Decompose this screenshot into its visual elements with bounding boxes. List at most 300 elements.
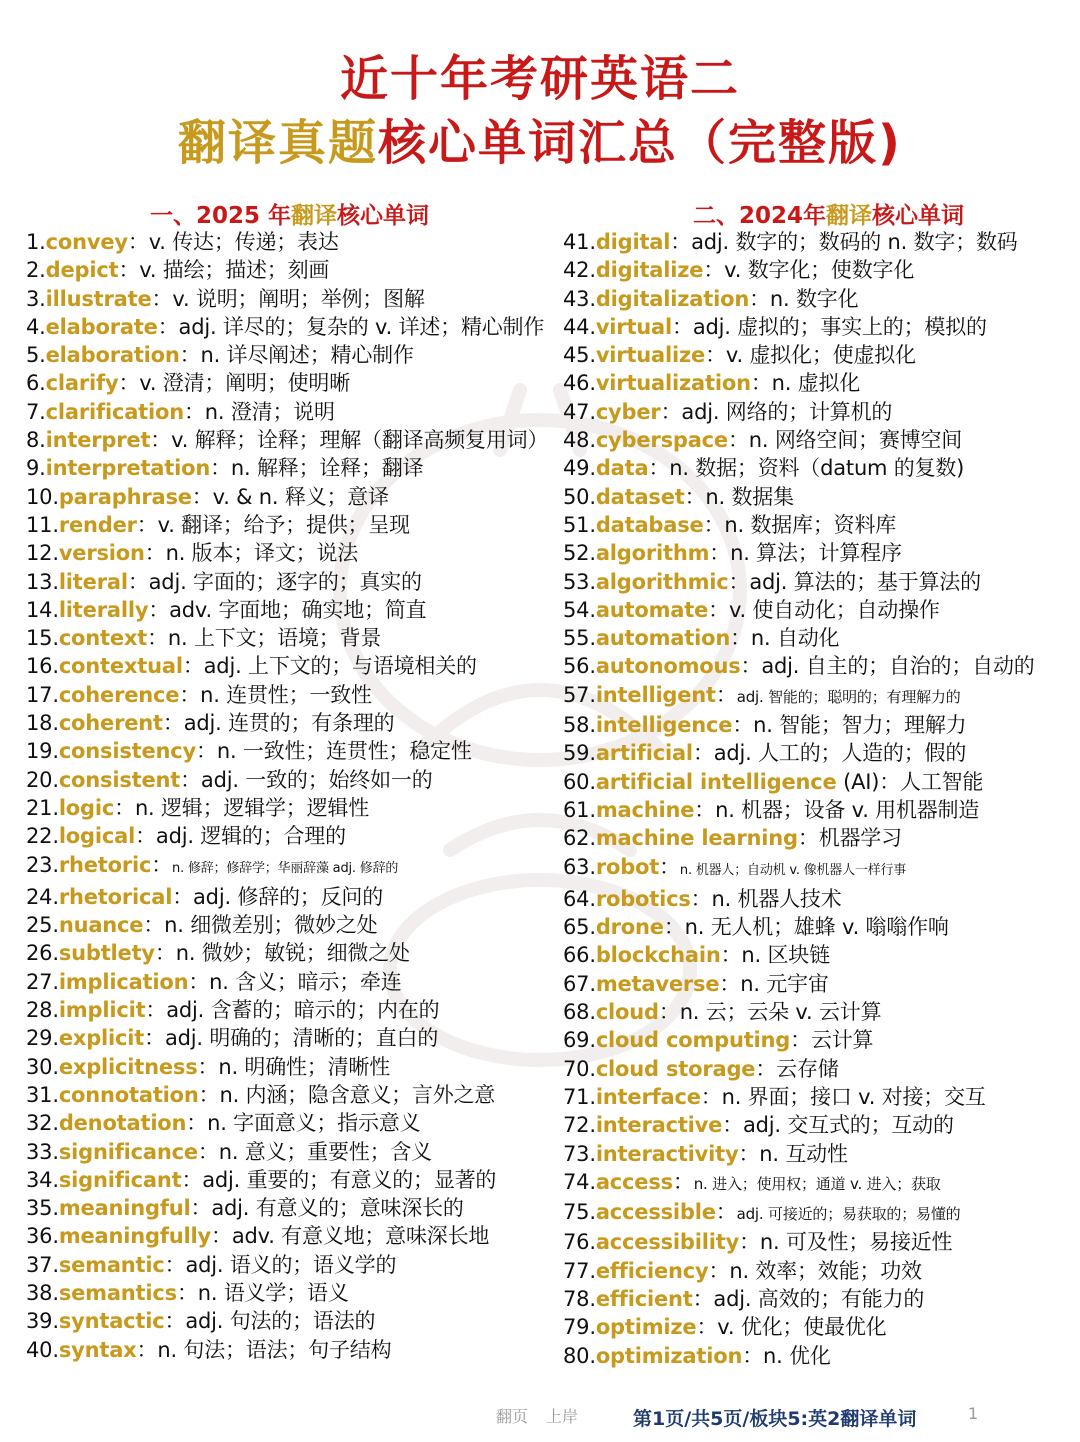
item-word: machine	[595, 797, 695, 822]
item-definition: n. 含义；暗示；牵连	[209, 969, 402, 994]
item-word: database	[595, 512, 704, 537]
title-highlight: 翻译真题	[178, 115, 379, 171]
item-number: 43.	[563, 286, 596, 311]
item-number: 68.	[563, 1000, 596, 1025]
item-definition: 云存储	[776, 1056, 839, 1081]
item-number: 57.	[563, 682, 596, 707]
item-word: clarify	[45, 371, 119, 396]
item-word: cyberspace	[595, 428, 728, 453]
item-word: explicit	[58, 1026, 145, 1051]
item-definition: n. 语义学；语义	[197, 1280, 349, 1305]
item-definition: n. 数据；资料（datum 的复数)	[669, 456, 965, 481]
item-word: robotics	[595, 886, 691, 911]
item-number: 1.	[26, 230, 46, 254]
item-definition: adj. 重要的；有意义的；显著的	[202, 1167, 497, 1192]
item-definition: n. 区块链	[741, 943, 830, 968]
item-number: 44.	[563, 314, 596, 339]
item-definition: adj. 连贯的；有条理的	[183, 711, 395, 736]
item-definition: n. 机器人；自动机 v. 像机器人一样行事	[679, 862, 907, 878]
item-definition: n. 修辞；修辞学；华丽辞藻 adj. 修辞的	[172, 860, 399, 876]
list-item: 73.interactivity：n. 互动性	[563, 1141, 848, 1166]
item-definition: n. 逻辑；逻辑学；逻辑性	[134, 795, 369, 820]
list-item: 21.logic：n. 逻辑；逻辑学；逻辑性	[26, 795, 369, 820]
list-item: 70.cloud storage：云存储	[563, 1056, 839, 1081]
item-definition: adj. 数字的；数码的 n. 数字；数码	[691, 230, 1018, 254]
item-word: render	[58, 512, 137, 537]
item-word: data	[595, 456, 649, 481]
list-item: 61.machine：n. 机器；设备 v. 用机器制造	[563, 797, 980, 822]
list-item: 36.meaningfully：adv. 有意义地；意味深长地	[26, 1224, 490, 1249]
item-definition: adj. 逻辑的；合理的	[155, 824, 346, 849]
item-word: cloud storage	[595, 1056, 756, 1081]
list-item: 80.optimization：n. 优化	[563, 1343, 831, 1368]
item-word: denotation	[58, 1111, 187, 1136]
item-definition: n. 微妙；敏锐；细微之处	[175, 941, 410, 966]
list-item: 39.syntactic：adj. 句法的；语法的	[26, 1309, 376, 1334]
item-definition: n. 数据集	[705, 484, 794, 509]
item-word: semantics	[58, 1280, 177, 1305]
item-word: interpret	[45, 428, 151, 453]
item-word: meaningful	[58, 1196, 191, 1221]
item-definition: n. 云；云朵 v. 云计算	[679, 1000, 882, 1025]
left-section-heading: 一、2025 年翻译核心单词	[150, 203, 430, 229]
list-item: 37.semantic：adj. 语义的；语义学的	[26, 1252, 397, 1277]
item-number: 20.	[26, 767, 59, 792]
item-number: 2.	[26, 258, 46, 283]
item-number: 4.	[26, 314, 46, 339]
item-definition: n. 可及性；易接近性	[759, 1230, 953, 1255]
item-definition: v. 描绘；描述；刻画	[139, 258, 330, 283]
item-word: meaningfully	[58, 1224, 212, 1249]
list-item: 4.elaborate：adj. 详尽的；复杂的 v. 详述；精心制作	[26, 314, 545, 339]
item-definition: n. 句法；语法；句子结构	[157, 1337, 392, 1362]
list-item: 63.robot：n. 机器人；自动机 v. 像机器人一样行事	[563, 854, 907, 879]
list-item: 34.significant：adj. 重要的；有意义的；显著的	[26, 1167, 497, 1192]
item-word: syntactic	[58, 1309, 165, 1334]
item-definition: adj. 智能的；聪明的；有理解力的	[736, 687, 961, 706]
item-word: artificial intelligence	[595, 769, 837, 794]
list-item	[563, 768, 1073, 796]
item-word: nuance	[58, 913, 144, 938]
page-title-line2	[0, 104, 1080, 173]
item-number: 36.	[26, 1224, 59, 1249]
item-definition: adj. 算法的；基于算法的	[749, 569, 981, 594]
right-word-list	[563, 228, 1073, 1370]
list-item: 41.digital：adj. 数字的；数码的 n. 数字；数码	[563, 230, 1018, 254]
item-word: metaverse	[595, 971, 720, 996]
item-word: cloud computing	[595, 1028, 791, 1053]
item-word: algorithm	[595, 541, 710, 566]
item-definition: n. 连贯性；一致性	[200, 682, 372, 707]
item-number: 3.	[26, 286, 46, 311]
item-definition: n. 详尽阐述；精心制作	[200, 343, 414, 368]
item-definition: n. 界面；接口 v. 对接；交互	[721, 1084, 986, 1109]
list-item: 33.significance：n. 意义；重要性；含义	[26, 1139, 432, 1164]
item-word: implication	[58, 969, 189, 994]
item-word: illustrate	[45, 286, 152, 311]
item-number: 75.	[563, 1200, 596, 1225]
item-word: interpretation	[45, 456, 211, 481]
item-word: automation	[595, 626, 731, 651]
item-word: intelligence	[595, 713, 733, 738]
list-item: 57.intelligent：adj. 智能的；聪明的；有理解力的	[563, 682, 961, 707]
list-item: 30.explicitness：n. 明确性；清晰性	[26, 1054, 390, 1079]
item-definition: adv. 有意义地；意味深长地	[231, 1224, 490, 1249]
list-item: 65.drone：n. 无人机；雄蜂 v. 嗡嗡作响	[563, 915, 949, 940]
item-definition: adj. 虚拟的；事实上的；模拟的	[692, 314, 987, 339]
item-number: 47.	[563, 399, 596, 424]
item-number: 53.	[563, 569, 596, 594]
item-number: 34.	[26, 1167, 59, 1192]
list-item: 54.automate：v. 使自动化；自动操作	[563, 597, 940, 622]
title-rest: 核心单词汇总（完整版)	[378, 115, 902, 171]
list-item: 26.subtlety：n. 微妙；敏锐；细微之处	[26, 941, 410, 966]
item-definition: v. 使自动化；自动操作	[728, 597, 940, 622]
item-definition: adj. 网络的；计算机的	[681, 399, 893, 424]
item-word: dataset	[595, 484, 685, 509]
item-number: 25.	[26, 913, 59, 938]
item-word: version	[58, 541, 145, 566]
item-number: 41.	[563, 230, 596, 254]
item-number: 79.	[563, 1315, 596, 1340]
list-item: 77.efficiency：n. 效率；效能；功效	[563, 1258, 922, 1283]
item-definition: adj. 上下文的；与语境相关的	[203, 654, 477, 679]
list-item: 44.virtual：adj. 虚拟的；事实上的；模拟的	[563, 314, 987, 339]
item-number: 18.	[26, 711, 59, 736]
item-number: 51.	[563, 512, 596, 537]
list-item: 38.semantics：n. 语义学；语义	[26, 1280, 349, 1305]
list-item: 52.algorithm：n. 算法；计算程序	[563, 541, 902, 566]
item-number: 17.	[26, 682, 59, 707]
list-item: 13.literal：adj. 字面的；逐字的；真实的	[26, 569, 422, 594]
item-word: paraphrase	[58, 484, 192, 509]
footer-page-number: 1	[968, 1404, 979, 1423]
item-word: depict	[45, 258, 119, 283]
list-item: 20.consistent：adj. 一致的；始终如一的	[26, 767, 433, 792]
item-number: 26.	[26, 941, 59, 966]
item-word: virtual	[595, 314, 673, 339]
item-definition: n. 自动化	[750, 626, 840, 651]
list-item: 40.syntax：n. 句法；语法；句子结构	[26, 1337, 392, 1362]
item-word: digital	[595, 230, 671, 254]
item-definition: n. 澄清；说明	[204, 399, 335, 424]
footer-page-info: 第1页/共5页/板块5:英2翻译单词	[633, 1408, 917, 1430]
list-item: 47.cyber：adj. 网络的；计算机的	[563, 399, 893, 424]
item-definition: adj. 人工的；人造的；假的	[713, 741, 967, 766]
item-number: 76.	[563, 1230, 596, 1255]
item-number: 11.	[26, 512, 59, 537]
item-number: 24.	[26, 884, 59, 909]
item-definition: v. 说明；阐明；举例；图解	[172, 286, 425, 311]
list-item: 49.data：n. 数据；资料（datum 的复数)	[563, 456, 965, 481]
item-number: 38.	[26, 1280, 59, 1305]
item-number: 23.	[26, 852, 59, 877]
item-number: 74.	[563, 1169, 596, 1194]
list-item: 42.digitalize：v. 数字化；使数字化	[563, 258, 915, 283]
list-item: 6.clarify：v. 澄清；阐明；使明晰	[26, 371, 351, 396]
item-definition: adj. 交互式的；互动的	[743, 1113, 954, 1138]
list-item: 10.paraphrase：v. & n. 释义；意译	[26, 484, 389, 509]
item-word: virtualize	[595, 343, 706, 368]
list-item: 24.rhetorical：adj. 修辞的；反问的	[26, 884, 383, 909]
item-number: 58.	[563, 713, 596, 738]
item-number: 49.	[563, 456, 596, 481]
item-definition: adj. 明确的；清晰的；直白的	[164, 1026, 439, 1051]
item-number: 52.	[563, 541, 596, 566]
item-word: algorithmic	[595, 569, 729, 594]
list-item: 62.machine learning：机器学习	[563, 826, 902, 851]
list-item: 46.virtualization：n. 虚拟化	[563, 371, 861, 396]
item-definition: n. 元宇宙	[740, 971, 829, 996]
item-number: 60.	[563, 769, 596, 794]
item-number: 13.	[26, 569, 59, 594]
item-word: intelligent	[595, 682, 716, 707]
item-word: logical	[58, 824, 136, 849]
item-number: 7.	[26, 399, 46, 424]
item-number: 54.	[563, 597, 596, 622]
item-word: literal	[58, 569, 128, 594]
list-item: 25.nuance：n. 细微差别；微妙之处	[26, 913, 378, 938]
item-number: 65.	[563, 915, 596, 940]
item-word: clarification	[45, 399, 184, 424]
item-word: robot	[595, 854, 660, 879]
item-definition: n. 细微差别；微妙之处	[164, 913, 378, 938]
right-section-heading: 二、2024年翻译核心单词	[693, 203, 965, 229]
item-number: 16.	[26, 654, 59, 679]
item-number: 14.	[26, 597, 59, 622]
list-item: 9.interpretation：n. 解释；诠释；翻译	[26, 456, 424, 481]
list-item: 79.optimize：v. 优化；使最优化	[563, 1315, 887, 1340]
list-item: 7.clarification：n. 澄清；说明	[26, 399, 335, 424]
item-word: access	[595, 1169, 673, 1194]
list-item: 29.explicit：adj. 明确的；清晰的；直白的	[26, 1026, 439, 1051]
item-word: rhetoric	[58, 852, 152, 877]
item-number: 46.	[563, 371, 596, 396]
item-definition: v. 翻译；给予；提供；呈现	[157, 512, 410, 537]
item-definition: n. 进入；使用权；通道 v. 进入；获取	[693, 1174, 941, 1193]
item-definition: adj. 有意义的；意味深长的	[211, 1196, 464, 1221]
item-definition: n. 数字化	[769, 286, 859, 311]
item-word: interface	[595, 1084, 701, 1109]
item-definition: n. 无人机；雄蜂 v. 嗡嗡作响	[684, 915, 949, 940]
item-word: implicit	[58, 998, 146, 1023]
item-word: cyber	[595, 399, 661, 424]
item-word: rhetorical	[58, 884, 173, 909]
item-number: 32.	[26, 1111, 59, 1136]
item-number: 56.	[563, 654, 596, 679]
item-definition: n. 内涵；隐含意义；言外之意	[219, 1082, 496, 1107]
list-item: 43.digitalization：n. 数字化	[563, 286, 859, 311]
list-item: 5.elaboration：n. 详尽阐述；精心制作	[26, 343, 414, 368]
item-word: contextual	[58, 654, 183, 679]
item-word: efficient	[595, 1286, 693, 1311]
item-definition: adj. 语义的；语义学的	[185, 1252, 397, 1277]
item-number: 71.	[563, 1084, 596, 1109]
item-word: consistent	[58, 767, 181, 792]
item-definition: adj. 修辞的；反问的	[193, 884, 383, 909]
item-definition: 机器学习	[818, 826, 902, 851]
item-word: accessible	[595, 1200, 716, 1225]
item-definition: n. 算法；计算程序	[730, 541, 902, 566]
item-number: 64.	[563, 886, 596, 911]
item-word: drone	[595, 915, 664, 940]
list-item: 23.rhetoric：n. 修辞；修辞学；华丽辞藻 adj. 修辞的	[26, 852, 399, 877]
item-number: 70.	[563, 1056, 596, 1081]
item-number: 78.	[563, 1286, 596, 1311]
item-definition: adv. 字面地；确实地；简直	[169, 597, 427, 622]
item-definition: adj. 句法的；语法的	[185, 1309, 376, 1334]
list-item: 66.blockchain：n. 区块链	[563, 943, 830, 968]
item-number: 77.	[563, 1258, 596, 1283]
item-definition: v. 传达；传递；表达	[148, 230, 339, 254]
page-title-line1: 近十年考研英语二	[339, 51, 740, 107]
item-definition: n. 效率；效能；功效	[729, 1258, 922, 1283]
list-item: 28.implicit：adj. 含蓄的；暗示的；内在的	[26, 998, 440, 1023]
list-item: 35.meaningful：adj. 有意义的；意味深长的	[26, 1196, 464, 1221]
item-number: 62.	[563, 826, 596, 851]
item-definition: n. 解释；诠释；翻译	[230, 456, 424, 481]
item-definition: n. 意义；重要性；含义	[218, 1139, 432, 1164]
list-item: 27.implication：n. 含义；暗示；牵连	[26, 969, 402, 994]
item-definition: adj. 含蓄的；暗示的；内在的	[166, 998, 440, 1023]
item-definition: n. 机器；设备 v. 用机器制造	[715, 797, 980, 822]
item-definition: adj. 详尽的；复杂的 v. 详述；精心制作	[178, 314, 545, 339]
list-item: 31.connotation：n. 内涵；隐含意义；言外之意	[26, 1082, 496, 1107]
item-definition: adj. 字面的；逐字的；真实的	[148, 569, 422, 594]
item-word: efficiency	[595, 1258, 709, 1283]
item-word: artificial	[595, 741, 693, 766]
item-number: 9.	[26, 456, 46, 481]
item-number: 29.	[26, 1026, 59, 1051]
item-definition: n. 虚拟化	[771, 371, 861, 396]
item-definition: 云计算	[810, 1028, 874, 1053]
list-item: 16.contextual：adj. 上下文的；与语境相关的	[26, 654, 477, 679]
item-definition: adj. 自主的；自治的；自动的	[761, 654, 1035, 679]
item-number: 80.	[563, 1343, 596, 1368]
item-definition: v. 澄清；阐明；使明晰	[139, 371, 351, 396]
item-number: 31.	[26, 1082, 59, 1107]
list-item: 68.cloud：n. 云；云朵 v. 云计算	[563, 1000, 882, 1025]
item-number: 33.	[26, 1139, 59, 1164]
item-definition: adj. 高效的；有能力的	[713, 1286, 925, 1311]
item-number: 61.	[563, 797, 596, 822]
item-number: 5.	[26, 343, 46, 368]
item-word: coherence	[58, 682, 180, 707]
item-definition: n. 一致性；连贯性；稳定性	[216, 739, 472, 764]
item-number: 69.	[563, 1028, 596, 1053]
item-definition: n. 互动性	[759, 1141, 848, 1166]
list-item: 76.accessibility：n. 可及性；易接近性	[563, 1230, 953, 1255]
list-item: 78.efficient：adj. 高效的；有能力的	[563, 1286, 925, 1311]
list-item: 58.intelligence：n. 智能；智力；理解力	[563, 713, 967, 738]
item-number: 40.	[26, 1337, 59, 1362]
item-word: elaborate	[45, 314, 158, 339]
list-item: 72.interactive：adj. 交互式的；互动的	[563, 1113, 954, 1138]
list-item: 22.logical：adj. 逻辑的；合理的	[26, 824, 346, 849]
item-definition: (AI)：人工智能	[843, 769, 984, 794]
list-item: 51.database：n. 数据库；资料库	[563, 512, 897, 537]
item-definition: n. 优化	[763, 1343, 831, 1368]
list-item: 14.literally：adv. 字面地；确实地；简直	[26, 597, 427, 622]
item-definition: n. 机器人技术	[711, 886, 842, 911]
list-item: 64.robotics：n. 机器人技术	[563, 886, 842, 911]
item-number: 21.	[26, 795, 59, 820]
item-definition: n. 智能；智力；理解力	[753, 713, 967, 738]
list-item: 55.automation：n. 自动化	[563, 626, 840, 651]
item-word: literally	[58, 597, 149, 622]
list-item: 75.accessible：adj. 可接近的；易获取的；易懂的	[563, 1200, 961, 1225]
item-number: 8.	[26, 428, 46, 453]
item-word: syntax	[58, 1337, 137, 1362]
item-number: 39.	[26, 1309, 59, 1334]
item-word: automate	[595, 597, 709, 622]
item-word: digitalization	[595, 286, 750, 311]
item-definition: v. 优化；使最优化	[717, 1315, 887, 1340]
item-word: explicitness	[58, 1054, 198, 1079]
item-number: 66.	[563, 943, 596, 968]
list-item: 17.coherence：n. 连贯性；一致性	[26, 682, 372, 707]
list-item: 56.autonomous：adj. 自主的；自治的；自动的	[563, 654, 1035, 679]
list-item: 48.cyberspace：n. 网络空间；赛博空间	[563, 428, 963, 453]
item-word: significant	[58, 1167, 182, 1192]
item-definition: n. 上下文；语境；背景	[167, 626, 382, 651]
item-number: 10.	[26, 484, 59, 509]
item-word: significance	[58, 1139, 198, 1164]
list-item: 8.interpret：v. 解释；诠释；理解（翻译高频复用词）	[26, 428, 549, 453]
list-item: 69.cloud computing：云计算	[563, 1028, 874, 1053]
item-word: convey	[45, 230, 128, 254]
item-word: consistency	[58, 739, 197, 764]
item-definition: v. 数字化；使数字化	[724, 258, 915, 283]
item-definition: n. 明确性；清晰性	[218, 1054, 390, 1079]
item-word: accessibility	[595, 1230, 740, 1255]
item-number: 27.	[26, 969, 59, 994]
list-item: 1.convey：v. 传达；传递；表达	[26, 230, 339, 254]
item-word: digitalize	[595, 258, 704, 283]
list-item: 2.depict：v. 描绘；描述；刻画	[26, 258, 330, 283]
item-number: 28.	[26, 998, 59, 1023]
item-number: 63.	[563, 854, 596, 879]
item-number: 59.	[563, 741, 596, 766]
item-number: 35.	[26, 1196, 59, 1221]
item-word: cloud	[595, 1000, 659, 1025]
item-number: 67.	[563, 971, 596, 996]
item-number: 48.	[563, 428, 596, 453]
item-number: 6.	[26, 371, 46, 396]
item-number: 73.	[563, 1141, 596, 1166]
item-word: optimization	[595, 1343, 743, 1368]
list-item: 50.dataset：n. 数据集	[563, 484, 794, 509]
item-number: 45.	[563, 343, 596, 368]
item-definition: adj. 可接近的；易获取的；易懂的	[736, 1205, 961, 1224]
list-item: 71.interface：n. 界面；接口 v. 对接；交互	[563, 1084, 986, 1109]
item-number: 19.	[26, 739, 59, 764]
item-definition: n. 字面意义；指示意义	[207, 1111, 421, 1136]
list-item: 18.coherent：adj. 连贯的；有条理的	[26, 711, 395, 736]
item-word: elaboration	[45, 343, 180, 368]
item-number: 72.	[563, 1113, 596, 1138]
item-word: connotation	[58, 1082, 199, 1107]
list-item: 11.render：v. 翻译；给予；提供；呈现	[26, 512, 410, 537]
list-item: 19.consistency：n. 一致性；连贯性；稳定性	[26, 739, 472, 764]
item-word: interactivity	[595, 1141, 739, 1166]
item-definition: v. 解释；诠释；理解（翻译高频复用词）	[171, 428, 549, 453]
item-definition: adj. 一致的；始终如一的	[200, 767, 433, 792]
list-item: 53.algorithmic：adj. 算法的；基于算法的	[563, 569, 981, 594]
item-number: 30.	[26, 1054, 59, 1079]
item-number: 12.	[26, 541, 59, 566]
footer-nav-hint: 翻页 上岸	[496, 1407, 579, 1426]
